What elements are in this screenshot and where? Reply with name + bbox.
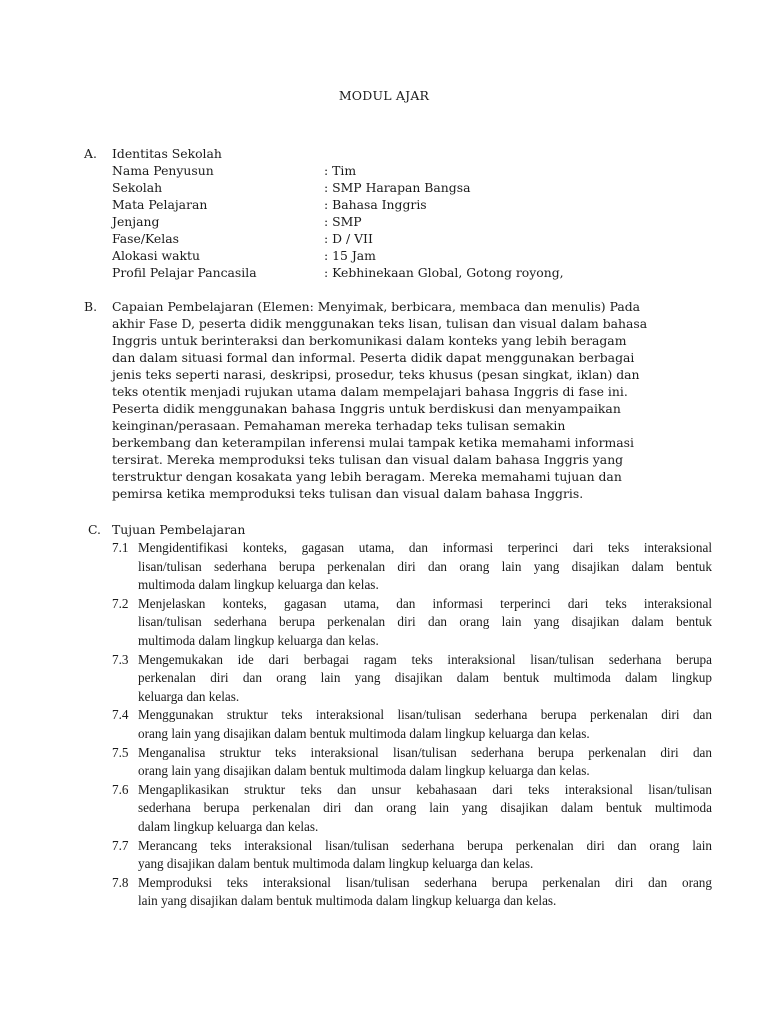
objective-number: 7.6 bbox=[112, 781, 129, 797]
objective-line: Merancang teks interaksional lisan/tulisan sederhana berupa perkenalan diri dan orang lain bbox=[138, 837, 712, 853]
section-marker: A. bbox=[84, 146, 97, 161]
section-identitas bbox=[84, 145, 704, 281]
section-capaian bbox=[84, 298, 684, 502]
paragraph-line: terstruktur dengan kosakata yang lebih beragam. Mereka memahami tujuan dan bbox=[112, 469, 622, 484]
objective-line: Mengemukakan ide dari berbagai ragam teks interaksional lisan/tulisan sederhana berupa bbox=[138, 651, 712, 667]
identity-row bbox=[84, 247, 704, 264]
objective-line: multimoda dalam lingkup keluarga dan kelas. bbox=[138, 632, 379, 648]
objective-line: Menjelaskan konteks, gagasan utama, dan informasi terperinci dari teks interaksional bbox=[138, 595, 712, 611]
objective-number: 7.7 bbox=[112, 837, 129, 853]
objective-line: perkenalan diri dan orang lain yang disajikan dalam bentuk multimoda dalam lingkup bbox=[138, 670, 712, 686]
paragraph-line: teks otentik menjadi rujukan utama dalam mempelajari bahasa Inggris di fase ini. bbox=[112, 384, 628, 399]
objective-line: Menggunakan struktur teks interaksional lisan/tulisan sederhana berupa perkenalan diri dan bbox=[138, 707, 712, 723]
section-a-heading-row bbox=[84, 145, 704, 162]
identity-value: : Kebhinekaan Global, Gotong royong, bbox=[324, 265, 564, 280]
paragraph-line: berkembang dan keterampilan inferensi mulai tampak ketika memahami informasi bbox=[112, 435, 635, 450]
objective-line: lisan/tulisan sederhana berupa perkenalan diri dan orang lain yang disajikan dalam bentuk bbox=[138, 558, 712, 574]
objective-line: yang disajikan dalam bentuk multimoda dalam lingkup keluarga dan kelas. bbox=[138, 856, 534, 872]
objective-line: multimoda dalam lingkup keluarga dan kelas. bbox=[138, 577, 379, 593]
section-tujuan bbox=[88, 521, 712, 911]
objective-text bbox=[138, 874, 712, 911]
objective-text bbox=[138, 651, 712, 707]
identity-label: Jenjang bbox=[112, 214, 160, 229]
paragraph-line: Peserta didik menggunakan bahasa Inggris untuk berdiskusi dan menyampaikan bbox=[112, 401, 621, 416]
identity-row bbox=[84, 230, 704, 247]
identity-value: : 15 Jam bbox=[324, 248, 376, 263]
objective-item bbox=[88, 874, 712, 911]
identity-row bbox=[84, 162, 704, 179]
objective-line: Mengidentifikasi konteks, gagasan utama, dan informasi terperinci dari teks interaksional bbox=[138, 540, 712, 555]
identity-value: : Bahasa Inggris bbox=[324, 197, 427, 212]
identity-label: Profil Pelajar Pancasila bbox=[112, 265, 257, 280]
identity-row bbox=[84, 264, 704, 281]
section-marker: C. bbox=[88, 522, 101, 537]
identity-row bbox=[84, 179, 704, 196]
objective-line: orang lain yang disajikan dalam bentuk multimoda dalam lingkup keluarga dan kelas. bbox=[138, 725, 590, 741]
paragraph-line: dan dalam situasi formal dan informal. Peserta didik dapat menggunakan berbagai bbox=[112, 350, 635, 365]
section-c-heading-row bbox=[88, 521, 712, 539]
objective-number: 7.2 bbox=[112, 595, 129, 611]
objective-item bbox=[88, 781, 712, 837]
identity-label: Fase/Kelas bbox=[112, 231, 179, 246]
section-b-first-line bbox=[84, 298, 684, 315]
objective-item bbox=[88, 595, 712, 651]
objective-number: 7.3 bbox=[112, 651, 129, 667]
identity-row bbox=[84, 213, 704, 230]
paragraph-line: Capaian Pembelajaran (Elemen: Menyimak, berbicara, membaca dan menulis) Pada bbox=[112, 299, 641, 314]
objective-line: keluarga dan kelas. bbox=[138, 688, 240, 704]
objective-text bbox=[138, 781, 712, 837]
objective-line: Mengaplikasikan struktur teks dan unsur kebahasaan dari teks interaksional lisan/tulisan bbox=[138, 781, 712, 797]
identity-label: Sekolah bbox=[112, 180, 163, 195]
objective-item bbox=[88, 837, 712, 874]
paragraph-line: pemirsa ketika memproduksi teks tulisan dan visual dalam bahasa Inggris. bbox=[112, 486, 584, 501]
identity-value: : D / VII bbox=[324, 231, 373, 246]
section-heading: Identitas Sekolah bbox=[112, 146, 222, 161]
objective-number: 7.5 bbox=[112, 744, 129, 760]
objective-text bbox=[138, 595, 712, 651]
identity-value: : SMP Harapan Bangsa bbox=[324, 180, 471, 195]
paragraph-line: tersirat. Mereka memproduksi teks tulisan dan visual dalam bahasa Inggris yang bbox=[112, 452, 624, 467]
document-title: MODUL AJAR bbox=[338, 88, 430, 103]
objective-text bbox=[138, 744, 712, 781]
objective-line: lain yang disajikan dalam bentuk multimoda dalam lingkup keluarga dan kelas. bbox=[138, 893, 557, 909]
objective-line: Menganalisa struktur teks interaksional lisan/tulisan sederhana berupa perkenalan diri dan bbox=[138, 744, 712, 760]
paragraph-line: keinginan/perasaan. Pemahaman mereka terhadap teks tulisan semakin bbox=[112, 418, 566, 433]
objective-line: orang lain yang disajikan dalam bentuk multimoda dalam lingkup keluarga dan kelas. bbox=[138, 763, 590, 779]
objective-line: Memproduksi teks interaksional lisan/tulisan sederhana berupa perkenalan diri dan orang bbox=[138, 874, 712, 890]
paragraph-line: akhir Fase D, peserta didik menggunakan teks lisan, tulisan dan visual dalam bahasa bbox=[112, 316, 648, 331]
objective-text bbox=[138, 837, 712, 874]
identity-value: : Tim bbox=[324, 163, 357, 178]
objective-item bbox=[88, 744, 712, 781]
objective-number: 7.4 bbox=[112, 707, 129, 723]
paragraph-line: Inggris untuk berinteraksi dan berkomunikasi dalam konteks yang lebih beragam bbox=[112, 333, 627, 348]
identity-value: : SMP bbox=[324, 214, 362, 229]
identity-label: Alokasi waktu bbox=[112, 248, 200, 263]
paragraph-line: jenis teks seperti narasi, deskripsi, prosedur, teks khusus (pesan singkat, iklan) dan bbox=[112, 367, 640, 382]
objective-item bbox=[88, 706, 712, 743]
identity-row bbox=[84, 196, 704, 213]
identity-label: Nama Penyusun bbox=[112, 163, 214, 178]
objective-text bbox=[138, 539, 712, 595]
objective-text bbox=[138, 706, 712, 743]
objective-line: dalam lingkup keluarga dan kelas. bbox=[138, 818, 319, 834]
objective-number: 7.8 bbox=[112, 874, 129, 890]
identity-label: Mata Pelajaran bbox=[112, 197, 208, 212]
section-marker: B. bbox=[84, 299, 98, 314]
objective-number: 7.1 bbox=[112, 540, 129, 555]
objective-item bbox=[88, 651, 712, 707]
objective-line: lisan/tulisan sederhana berupa perkenalan diri dan orang lain yang disajikan dalam bentuk bbox=[138, 614, 712, 630]
objective-line: sederhana berupa perkenalan diri dan orang lain yang disajikan dalam bentuk multimoda bbox=[138, 800, 712, 816]
objective-item bbox=[88, 539, 712, 595]
section-heading: Tujuan Pembelajaran bbox=[112, 522, 246, 537]
